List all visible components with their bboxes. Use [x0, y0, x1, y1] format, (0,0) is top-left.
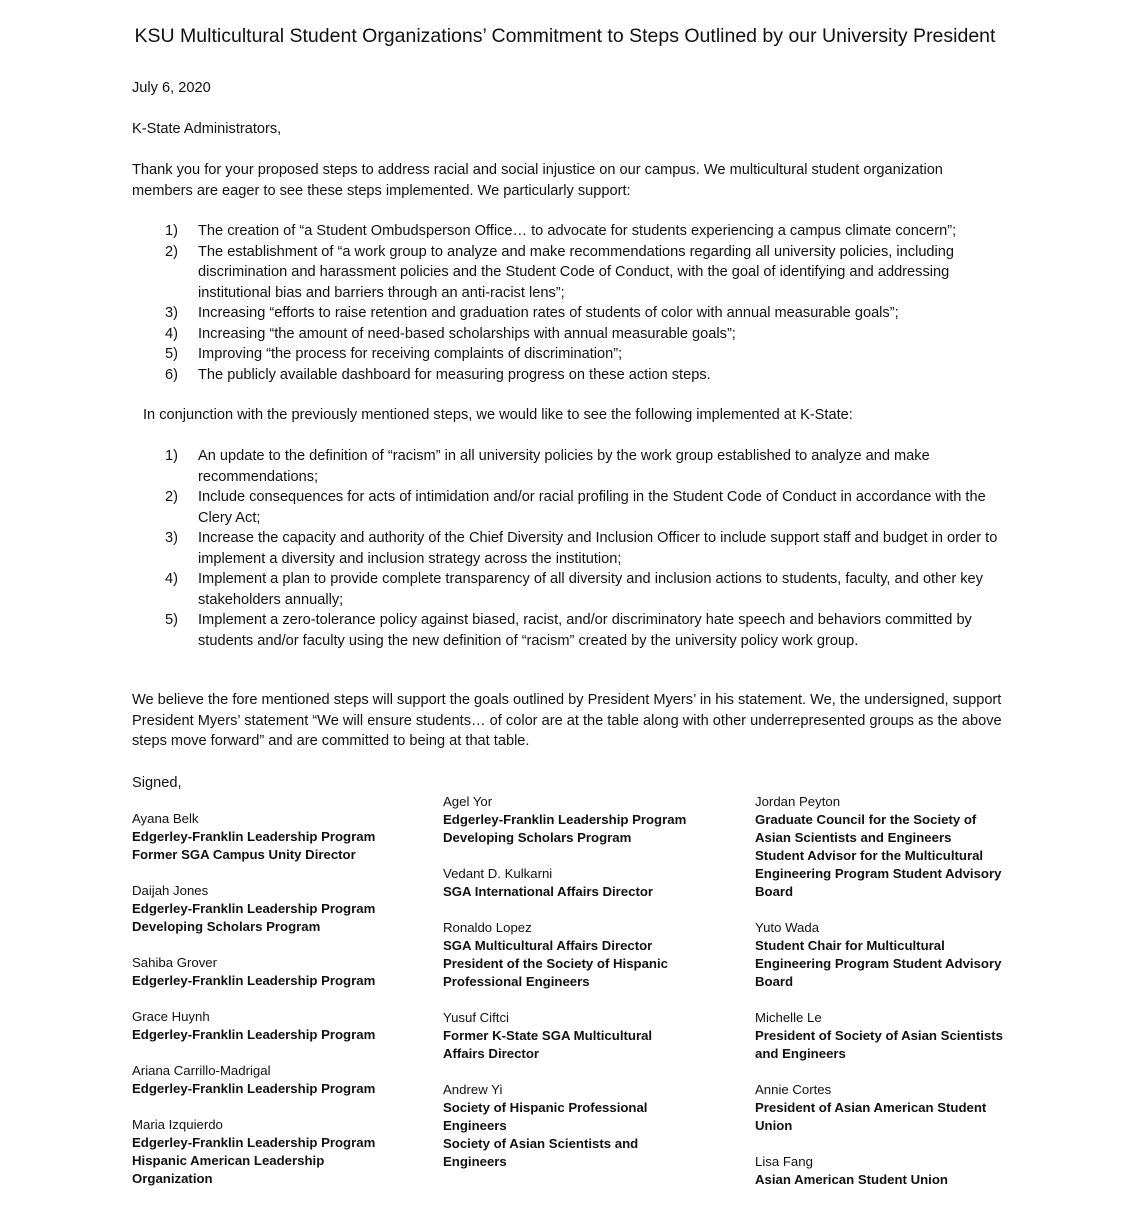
signatory — [755, 1009, 1045, 1063]
signatory-role: Engineers — [443, 1118, 507, 1133]
requested-step-number: 5) — [165, 612, 178, 628]
signatory-role: Developing Scholars Program — [132, 919, 321, 934]
requested-step-number: 4) — [165, 571, 178, 587]
requested-steps-list — [132, 446, 1002, 651]
supported-step-number: 2) — [165, 243, 178, 260]
signatory-name: Sahiba Grover — [132, 955, 218, 970]
supported-step-item — [132, 365, 1002, 386]
supported-step-item — [132, 344, 1002, 365]
intro-paragraph: Thank you for your proposed steps to address racial and social injustice on our campus. We multicultural student organization members are eager to see these steps implemented. We particularly support: — [132, 162, 943, 199]
requested-step-item — [132, 610, 1002, 651]
supported-step-number: 3) — [165, 305, 178, 321]
signatory-name: Grace Huynh — [132, 1009, 210, 1024]
signatory — [132, 1062, 422, 1098]
supported-step-number: 4) — [165, 325, 178, 342]
supported-step-text: The publicly available dashboard for measuring progress on these action steps. — [198, 366, 711, 383]
intro2-paragraph: In conjunction with the previously mentioned steps, we would like to see the following implemented at K-State: — [143, 407, 853, 423]
signatory-role: Edgerley-Franklin Leadership Program — [132, 901, 376, 916]
supported-step-item — [132, 324, 1002, 345]
signatory-name: Andrew Yi — [443, 1082, 503, 1097]
signatory-role: Board — [755, 974, 794, 989]
signatory-role: Edgerley-Franklin Leadership Program — [132, 1027, 376, 1042]
supported-step-item — [132, 221, 1002, 242]
signatories-column-1 — [132, 810, 422, 1206]
supported-step-text: Improving “the process for receiving complaints of discrimination”; — [198, 346, 623, 362]
signatory-name: Ronaldo Lopez — [443, 920, 532, 935]
requested-step-item — [132, 528, 1002, 569]
signatory-name: Michelle Le — [755, 1010, 822, 1025]
signatory — [443, 1081, 733, 1171]
supported-step-number: 1) — [165, 223, 178, 239]
signatory-role: Student Advisor for the Multicultural — [755, 848, 984, 863]
signatory — [755, 1081, 1045, 1135]
signatory — [132, 954, 422, 990]
supported-step-item — [132, 303, 1002, 324]
signatory-name: Lisa Fang — [755, 1154, 813, 1169]
signatory-role: Organization — [132, 1171, 213, 1186]
signatory-role: Professional Engineers — [443, 974, 590, 989]
supported-step-text: The creation of “a Student Ombudsperson Office… to advocate for students experiencing a campus climate concern”; — [198, 223, 957, 239]
signatory-role: Asian Scientists and Engineers — [755, 830, 952, 845]
salutation: K-State Administrators, — [132, 121, 282, 137]
letter-date: July 6, 2020 — [132, 80, 211, 96]
signatory — [132, 882, 422, 936]
signatory-role: Edgerley-Franklin Leadership Program — [132, 829, 376, 844]
requested-step-text: Implement a zero-tolerance policy against biased, racist, and/or discriminatory hate speech and behaviors committed by students and/or faculty using the new definition of “racism” created by the university policy work group. — [198, 612, 972, 649]
signatory-role: Hispanic American Leadership — [132, 1153, 325, 1168]
signatory — [443, 865, 733, 901]
signatory-role: President of Asian American Student — [755, 1100, 987, 1115]
signatory-role: Developing Scholars Program — [443, 830, 632, 845]
signatory — [443, 919, 733, 991]
signatory-role: SGA International Affairs Director — [443, 884, 654, 899]
requested-step-item — [132, 569, 1002, 610]
signatory-role: Engineering Program Student Advisory — [755, 956, 1002, 971]
closing-paragraph: We believe the fore mentioned steps will support the goals outlined by President Myers’ in his statement. We, the undersigned, support President Myers’ statement “We will ensure students… of color are at the table along with other underrepresented groups as the above steps move forward” and are committed to being at that table. — [132, 692, 1002, 749]
signatory-name: Ariana Carrillo-Madrigal — [132, 1063, 271, 1078]
signatory-role: Edgerley-Franklin Leadership Program — [132, 1081, 376, 1096]
signatory-role: Engineering Program Student Advisory — [755, 866, 1002, 881]
supported-steps-list — [132, 221, 1002, 385]
signatory-role: Graduate Council for the Society of — [755, 812, 977, 827]
signatory — [755, 919, 1045, 991]
signatory — [132, 1008, 422, 1044]
signatory — [132, 1116, 422, 1188]
signatory-role: Edgerley-Franklin Leadership Program — [443, 812, 687, 827]
signatories-column-2 — [443, 793, 733, 1189]
signatory-name: Annie Cortes — [755, 1082, 832, 1097]
signatory-role: Edgerley-Franklin Leadership Program — [132, 1135, 376, 1150]
supported-step-number: 6) — [165, 366, 178, 383]
requested-step-number: 2) — [165, 489, 178, 505]
supported-step-text: Increasing “efforts to raise retention and graduation rates of students of color with annual measurable goals”; — [198, 305, 899, 321]
signatory-role: Affairs Director — [443, 1046, 540, 1061]
requested-step-item — [132, 487, 1002, 528]
signatory — [755, 793, 1045, 901]
requested-step-item — [132, 446, 1002, 487]
supported-step-text: The establishment of “a work group to analyze and make recommendations regarding all university policies, including discrimination and harassment policies and the Student Code of Conduct, with the goal of identifying and addressing institutional bias and barriers through an anti-racist lens”; — [198, 243, 955, 301]
signatory-name: Ayana Belk — [132, 811, 199, 826]
signatory-role: and Engineers — [755, 1046, 846, 1061]
signatory-role: Former K-State SGA Multicultural — [443, 1028, 653, 1043]
signatory-role: Board — [755, 884, 794, 899]
signatory-name: Yuto Wada — [755, 920, 820, 935]
supported-step-text: Increasing “the amount of need-based scholarships with annual measurable goals”; — [198, 325, 736, 342]
signatory — [132, 810, 422, 864]
signatory-role: Engineers — [443, 1154, 507, 1169]
signatory-role: Union — [755, 1118, 793, 1133]
requested-step-text: Increase the capacity and authority of the Chief Diversity and Inclusion Officer to include support staff and budget in order to implement a diversity and inclusion strategy across the institution; — [198, 530, 998, 567]
signatory-role: President of the Society of Hispanic — [443, 956, 668, 971]
signatory-name: Daijah Jones — [132, 883, 209, 898]
signatory-role: Edgerley-Franklin Leadership Program — [132, 973, 376, 988]
signatory — [443, 793, 733, 847]
supported-step-item — [132, 242, 1002, 304]
signatory-name: Yusuf Ciftci — [443, 1010, 509, 1025]
signed-label: Signed, — [132, 775, 182, 791]
signatories-column-3 — [755, 793, 1045, 1207]
requested-step-text: Include consequences for acts of intimidation and/or racial profiling in the Student Code of Conduct in accordance with the Clery Act; — [198, 489, 986, 526]
requested-step-number: 3) — [165, 530, 178, 546]
signatory-name: Agel Yor — [443, 794, 493, 809]
signatory-role: Society of Hispanic Professional — [443, 1100, 648, 1115]
signatory-role: Asian American Student Union — [755, 1172, 948, 1187]
signatory — [755, 1153, 1045, 1189]
signatory-role: Society of Asian Scientists and — [443, 1136, 639, 1151]
signatory-role: President of Society of Asian Scientists — [755, 1028, 1003, 1043]
requested-step-number: 1) — [165, 448, 178, 464]
signatory-name: Vedant D. Kulkarni — [443, 866, 553, 881]
requested-step-text: Implement a plan to provide complete transparency of all diversity and inclusion actions to students, faculty, and other key stakeholders annually; — [198, 571, 983, 608]
letter-title: KSU Multicultural Student Organizations’ Commitment to Steps Outlined by our University President — [134, 25, 996, 47]
signatory-name: Jordan Peyton — [755, 794, 841, 809]
signatory-name: Maria Izquierdo — [132, 1117, 223, 1132]
signatory-role: Former SGA Campus Unity Director — [132, 847, 356, 862]
requested-step-text: An update to the definition of “racism” in all university policies by the work group established to analyze and make recommendations; — [198, 448, 930, 485]
signatory-role: Student Chair for Multicultural — [755, 938, 945, 953]
signatory — [443, 1009, 733, 1063]
supported-step-number: 5) — [165, 346, 178, 362]
signatory-role: SGA Multicultural Affairs Director — [443, 938, 653, 953]
